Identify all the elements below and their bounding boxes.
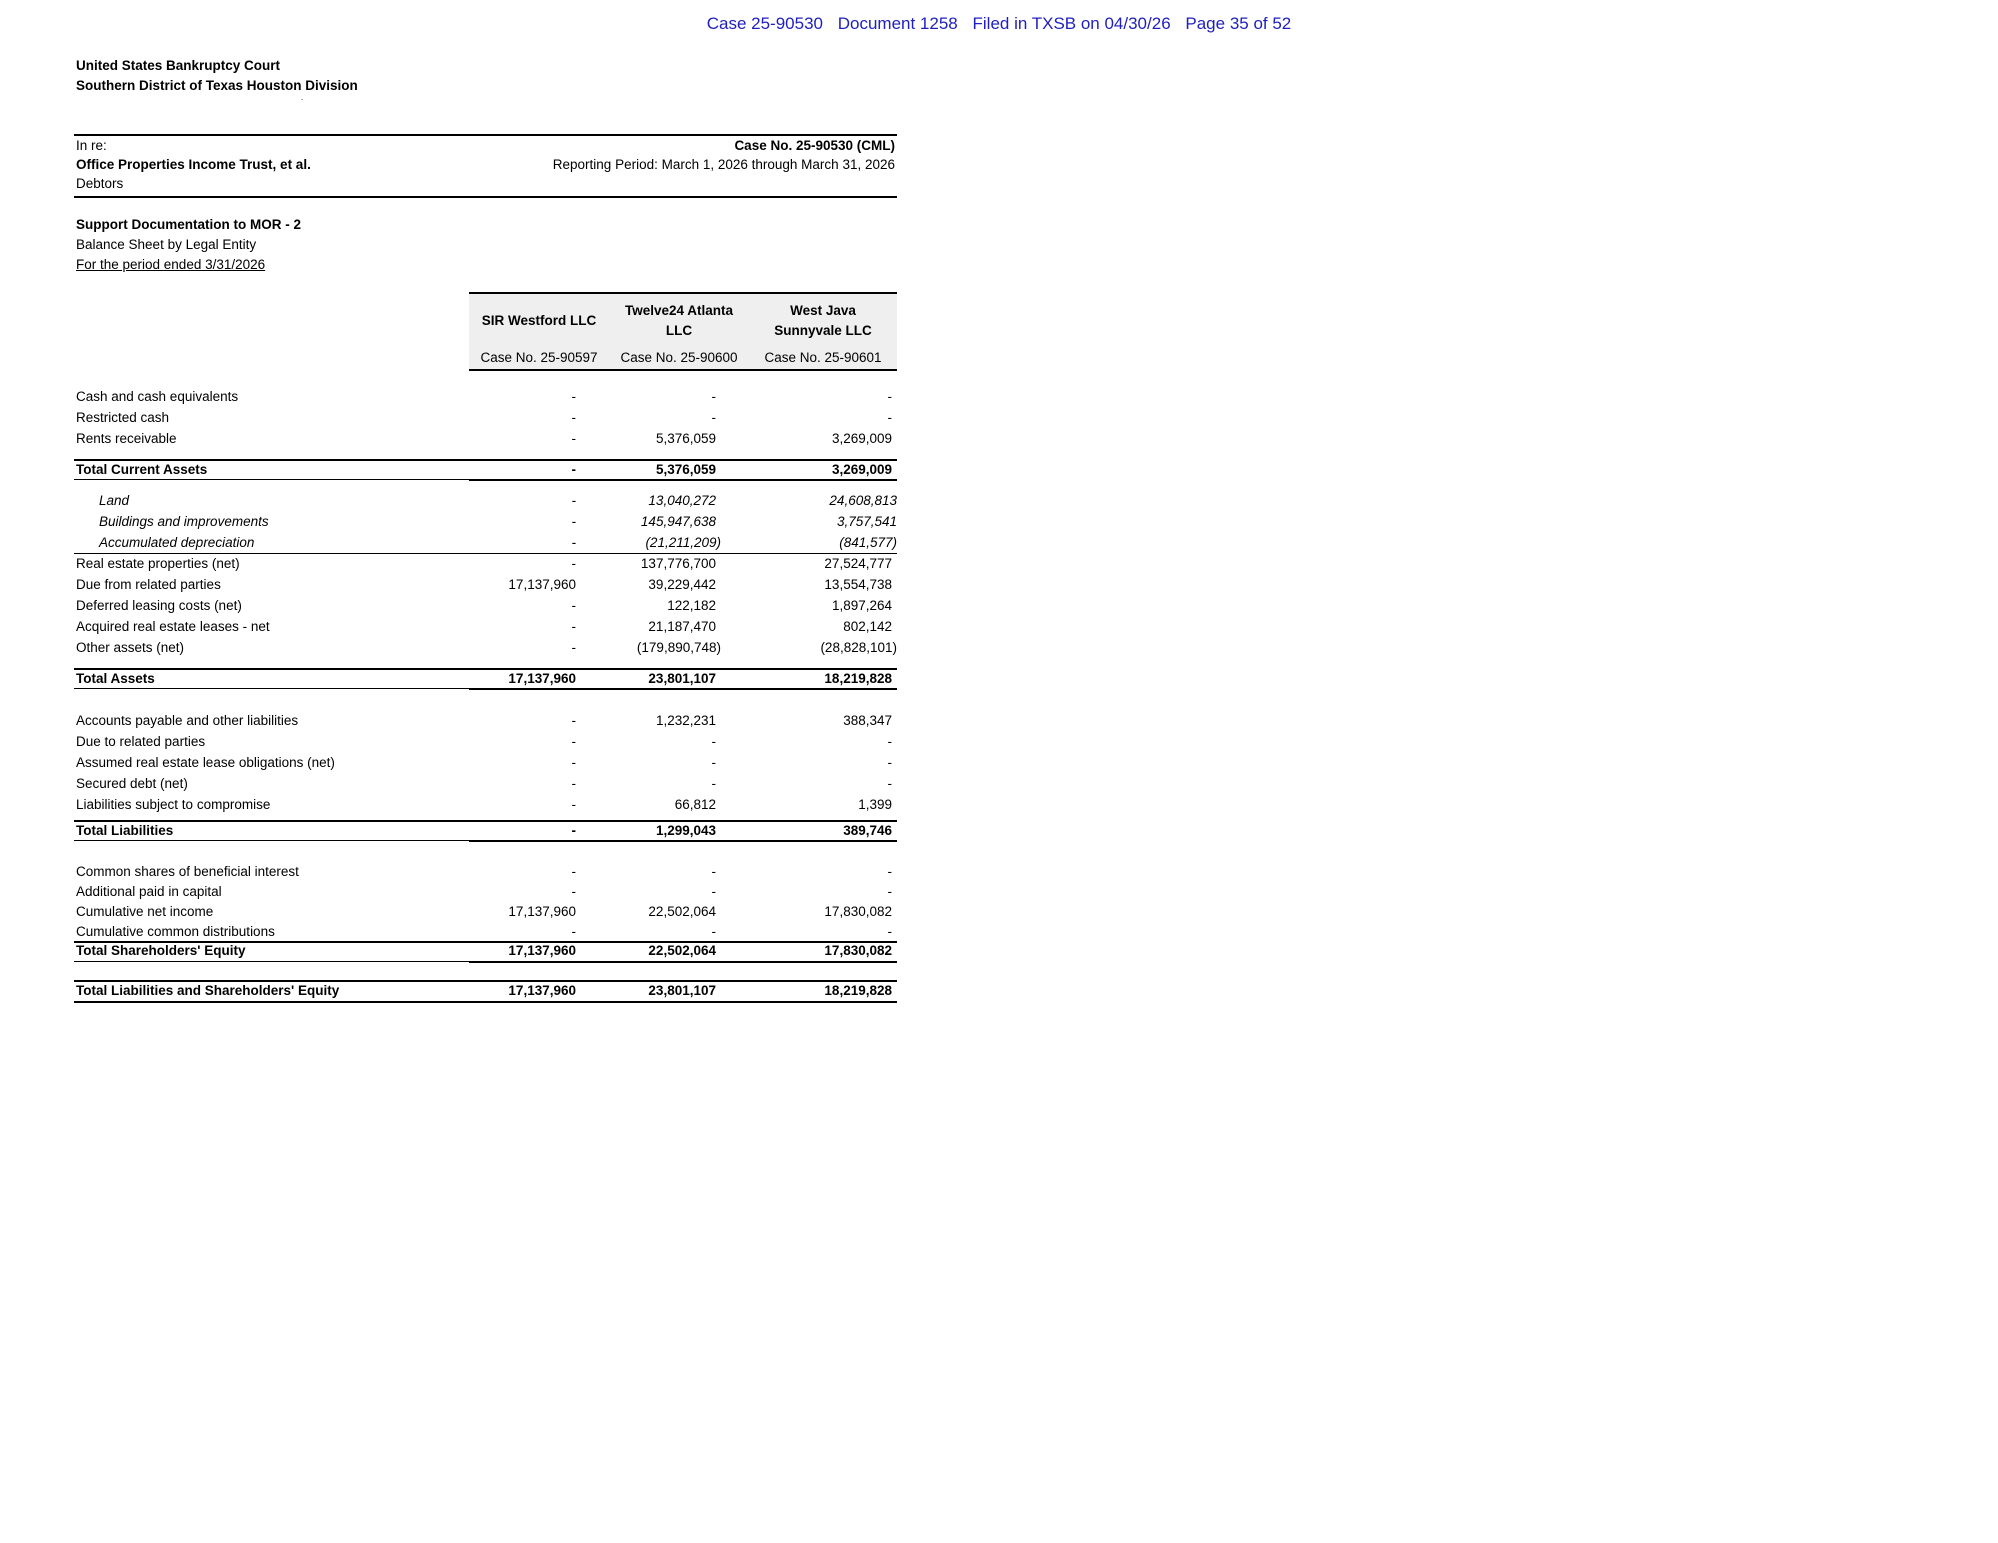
- row-value: -: [887, 884, 892, 899]
- row-value: 17,830,082: [824, 943, 892, 958]
- row-value: -: [887, 389, 892, 404]
- row-label: Liabilities subject to compromise: [76, 797, 271, 812]
- row-label: Accounts payable and other liabilities: [76, 713, 299, 728]
- row-value: 137,776,700: [640, 556, 716, 571]
- row-label: Cash and cash equivalents: [76, 389, 239, 404]
- row-cumulative-net-income: [74, 902, 897, 922]
- row-value: 1,897,264: [831, 598, 892, 613]
- row-value: 802,142: [843, 619, 892, 634]
- row-value: -: [571, 514, 576, 529]
- row-common-shares: [74, 862, 897, 882]
- row-label: Cumulative net income: [76, 904, 214, 919]
- row-total-current-assets: [74, 460, 897, 480]
- row-value: 24,608,813: [829, 493, 897, 508]
- rule: [74, 961, 469, 962]
- row-label: Total Liabilities: [76, 823, 174, 838]
- row-value: 3,757,541: [836, 514, 897, 529]
- row-value: -: [711, 734, 716, 749]
- row-value: 21,187,470: [648, 619, 716, 634]
- column-name-3: West Java Sunnyvale LLC: [774, 303, 872, 338]
- rule: [74, 840, 469, 841]
- row-label: Secured debt (net): [76, 776, 188, 791]
- row-label: Cumulative common distributions: [76, 924, 275, 939]
- row-value: (28,828,101): [820, 640, 897, 655]
- row-value: -: [711, 924, 716, 939]
- row-label: Additional paid in capital: [76, 884, 222, 899]
- row-label: Deferred leasing costs (net): [76, 598, 242, 613]
- row-value: 17,137,960: [508, 671, 576, 686]
- row-label: Total Liabilities and Shareholders' Equity: [76, 983, 340, 998]
- row-total-liabilities-and-equity: [74, 981, 897, 1001]
- in-re-label: In re:: [76, 138, 107, 153]
- column-case-2: Case No. 25-90600: [620, 350, 738, 365]
- rule: [469, 840, 897, 842]
- row-value: 13,040,272: [648, 493, 716, 508]
- row-value: 23,801,107: [648, 983, 716, 998]
- court-heading: [76, 56, 358, 102]
- row-value: 1,399: [858, 797, 892, 812]
- case-number: Case No. 25-90530 (CML): [734, 138, 895, 153]
- row-value: 23,801,107: [648, 671, 716, 686]
- row-due-from-related: [74, 575, 897, 595]
- row-label: Due to related parties: [76, 734, 206, 749]
- column-header-rule: [469, 369, 897, 371]
- row-value: 17,137,960: [508, 983, 576, 998]
- row-value: -: [711, 755, 716, 770]
- row-value: 388,347: [843, 713, 892, 728]
- row-value: -: [571, 535, 576, 550]
- row-value: 1,232,231: [655, 713, 716, 728]
- row-value: -: [571, 410, 576, 425]
- rule: [469, 479, 897, 481]
- row-value: -: [887, 755, 892, 770]
- row-label: Common shares of beneficial interest: [76, 864, 299, 879]
- row-value: 17,137,960: [508, 904, 576, 919]
- row-value: 27,524,777: [824, 556, 892, 571]
- row-value: 389,746: [843, 823, 892, 838]
- row-value: -: [711, 410, 716, 425]
- row-value: 18,219,828: [824, 671, 892, 686]
- column-header: [469, 292, 897, 369]
- row-liabilities-subject-to-compromise: [74, 795, 897, 815]
- row-additional-paid-in-capital: [74, 882, 897, 902]
- row-value: -: [711, 389, 716, 404]
- filing-document: Document 1258: [837, 14, 958, 33]
- row-value: 22,502,064: [648, 943, 716, 958]
- row-value: 1,299,043: [655, 823, 716, 838]
- stray-mark: .: [301, 93, 304, 102]
- row-accumulated-depreciation: [74, 533, 897, 553]
- support-heading: [76, 215, 301, 275]
- court-district: Southern District of Texas Houston Division: [76, 78, 358, 93]
- row-value: -: [571, 640, 576, 655]
- row-label: Total Assets: [76, 671, 155, 686]
- row-value: -: [571, 431, 576, 446]
- row-value: -: [571, 619, 576, 634]
- row-value: (841,577): [839, 535, 897, 550]
- row-rents-receivable: [74, 429, 897, 449]
- row-label: Rents receivable: [76, 431, 177, 446]
- row-value: 5,376,059: [655, 431, 716, 446]
- row-label: Due from related parties: [76, 577, 221, 592]
- debtors-label: Debtors: [76, 176, 124, 191]
- row-assumed-lease-obligations: [74, 753, 897, 773]
- row-cumulative-distributions: [74, 922, 897, 942]
- row-value: -: [571, 734, 576, 749]
- row-value: (21,211,209): [645, 535, 721, 550]
- row-value: 3,269,009: [831, 431, 892, 446]
- row-label: Assumed real estate lease obligations (net): [76, 755, 335, 770]
- court-name: United States Bankruptcy Court: [76, 58, 281, 73]
- row-value: -: [571, 884, 576, 899]
- row-total-assets: [74, 669, 897, 689]
- row-value: 145,947,638: [640, 514, 716, 529]
- row-value: -: [887, 776, 892, 791]
- filing-page: Page 35 of 52: [1185, 14, 1292, 33]
- row-acquired-leases: [74, 617, 897, 637]
- rule: [469, 688, 897, 690]
- row-value: 17,137,960: [508, 943, 576, 958]
- row-real-estate-net: [74, 554, 897, 574]
- row-value: -: [571, 462, 576, 477]
- row-value: 39,229,442: [648, 577, 716, 592]
- row-value: -: [711, 884, 716, 899]
- row-value: -: [887, 410, 892, 425]
- row-value: -: [571, 389, 576, 404]
- row-due-to-related: [74, 732, 897, 752]
- case-caption: [74, 134, 897, 198]
- row-value: 5,376,059: [655, 462, 716, 477]
- row-value: -: [711, 864, 716, 879]
- row-label: Buildings and improvements: [99, 514, 269, 529]
- row-value: -: [887, 864, 892, 879]
- column-name-2: Twelve24 Atlanta LLC: [624, 303, 734, 338]
- row-value: -: [571, 556, 576, 571]
- row-value: -: [571, 823, 576, 838]
- row-total-shareholders-equity: [74, 941, 897, 961]
- row-value: 17,830,082: [824, 904, 892, 919]
- row-value: -: [571, 493, 576, 508]
- row-value: 66,812: [674, 797, 716, 812]
- row-total-liabilities: [74, 821, 897, 841]
- support-subtitle: Balance Sheet by Legal Entity: [76, 237, 257, 252]
- rule: [74, 1001, 897, 1003]
- row-label: Real estate properties (net): [76, 556, 240, 571]
- row-label: Total Current Assets: [76, 462, 208, 477]
- rule: [74, 688, 469, 689]
- row-value: 3,269,009: [831, 462, 892, 477]
- row-label: Acquired real estate leases - net: [76, 619, 270, 634]
- row-value: 122,182: [667, 598, 716, 613]
- row-label: Total Shareholders' Equity: [76, 943, 246, 958]
- row-value: -: [887, 734, 892, 749]
- row-value: -: [571, 797, 576, 812]
- row-value: -: [571, 598, 576, 613]
- row-value: 18,219,828: [824, 983, 892, 998]
- row-label: Land: [99, 493, 130, 508]
- reporting-period: Reporting Period: March 1, 2026 through March 31, 2026: [552, 157, 895, 172]
- filing-header: [0, 14, 1998, 34]
- column-case-1: Case No. 25-90597: [480, 350, 598, 365]
- row-value: -: [571, 755, 576, 770]
- row-value: -: [571, 776, 576, 791]
- row-other-assets: [74, 638, 897, 658]
- support-period: For the period ended 3/31/2026: [76, 257, 266, 272]
- row-accounts-payable: [74, 711, 897, 731]
- support-title: Support Documentation to MOR - 2: [76, 217, 301, 232]
- row-value: (179,890,748): [636, 640, 721, 655]
- rule: [74, 479, 469, 480]
- row-value: -: [571, 924, 576, 939]
- filing-date: Filed in TXSB on 04/30/26: [972, 14, 1171, 33]
- column-case-3: Case No. 25-90601: [764, 350, 882, 365]
- row-restricted-cash: [74, 408, 897, 428]
- filing-case: Case 25-90530: [706, 14, 823, 33]
- row-value: 17,137,960: [508, 577, 576, 592]
- row-deferred-leasing: [74, 596, 897, 616]
- row-value: 13,554,738: [824, 577, 892, 592]
- row-value: -: [887, 924, 892, 939]
- row-value: -: [711, 776, 716, 791]
- row-label: Restricted cash: [76, 410, 170, 425]
- row-label: Other assets (net): [76, 640, 185, 655]
- rule: [469, 961, 897, 963]
- row-label: Accumulated depreciation: [99, 535, 255, 550]
- column-name-1: SIR Westford LLC: [481, 313, 597, 328]
- row-buildings: [74, 512, 897, 532]
- row-value: 22,502,064: [648, 904, 716, 919]
- row-secured-debt: [74, 774, 897, 794]
- row-cash: [74, 387, 897, 407]
- row-value: -: [571, 713, 576, 728]
- row-value: -: [571, 864, 576, 879]
- row-land: [74, 491, 897, 511]
- debtor-name: Office Properties Income Trust, et al.: [76, 157, 311, 172]
